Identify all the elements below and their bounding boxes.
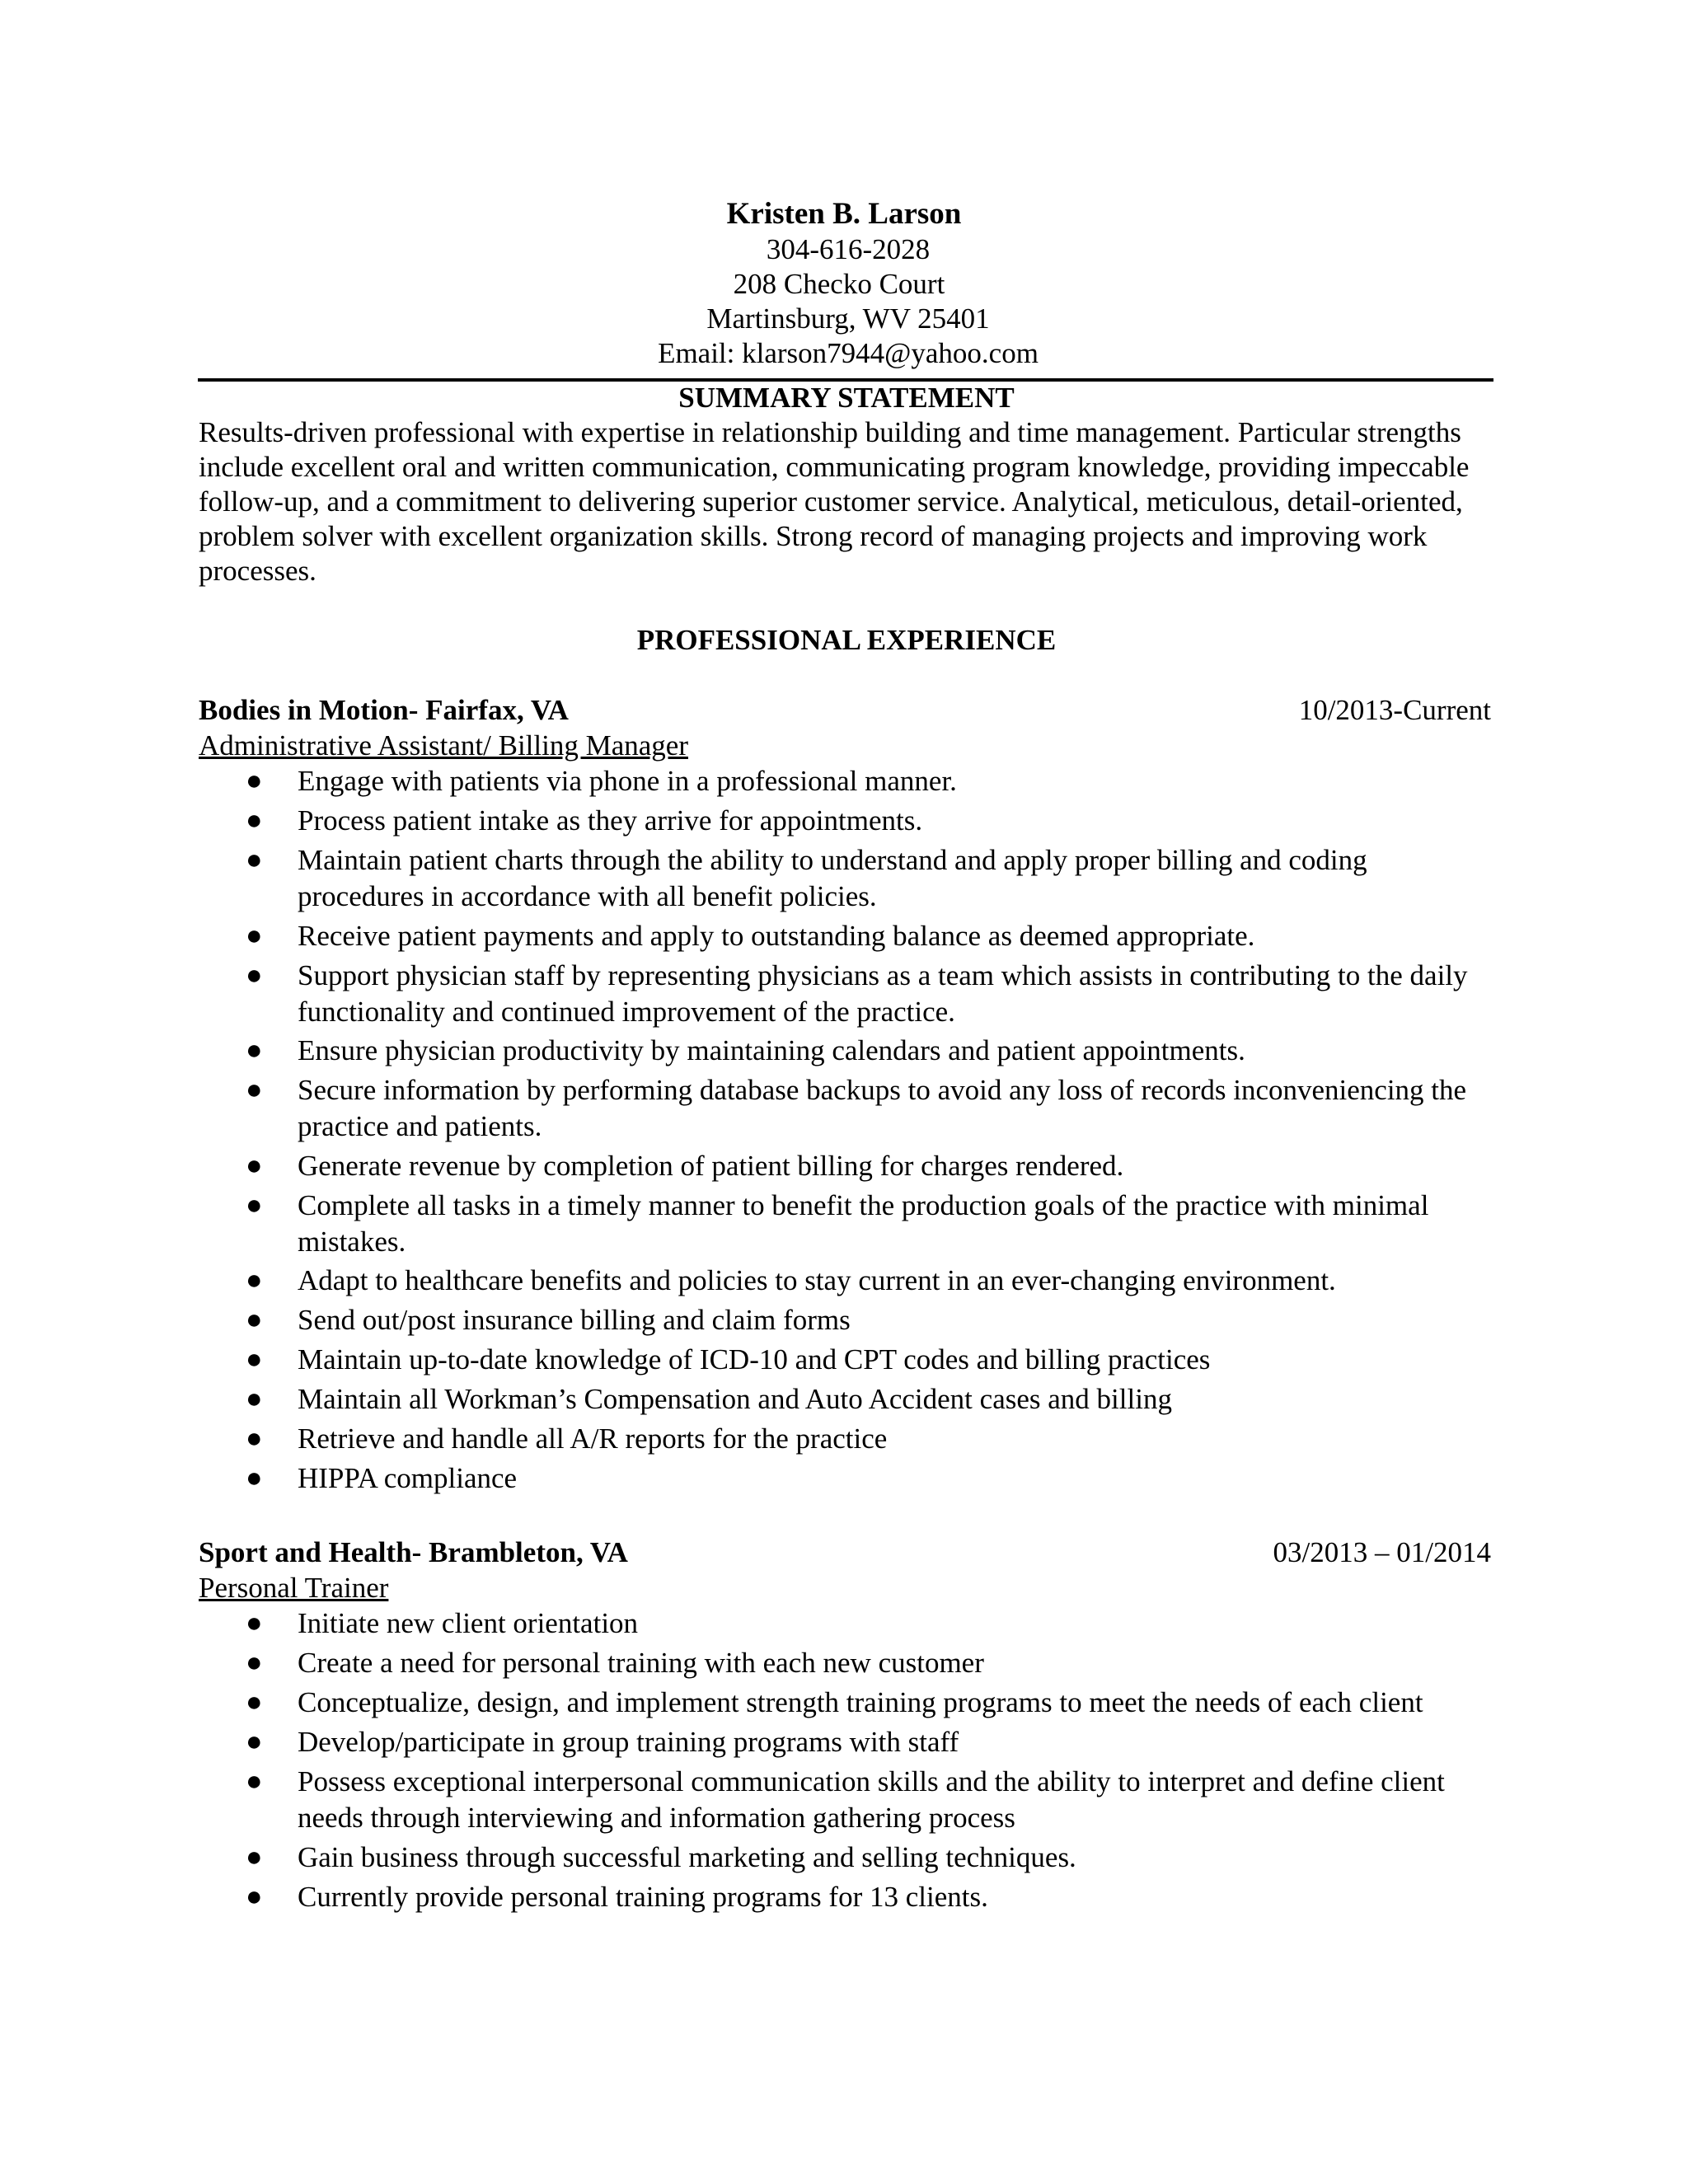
list-item: ● Complete all tasks in a timely manner to benefit the production goals of the practice with minimal mistakes.: [246, 1188, 1429, 1258]
phone-number: 304-616-2028: [766, 233, 931, 265]
list-item: ● Conceptualize, design, and implement strength training programs to meet the needs of each client: [199, 1685, 1494, 1722]
job-company: Sport and Health- Brambleton, VA: [199, 1536, 628, 1568]
list-item: ● Possess exceptional interpersonal communication skills and the ability to interpret and define client needs through interviewing and information gathering process: [246, 1765, 1445, 1834]
duty-list: [199, 763, 1494, 1497]
bullet-icon: ●: [246, 1766, 263, 1797]
city-state-zip: Martinsburg, WV 25401: [706, 302, 990, 335]
bullet-icon: ●: [246, 920, 263, 951]
bullet-icon: ●: [246, 1841, 263, 1872]
list-item: ● Engage with patients via phone in a professional manner.: [199, 763, 1494, 800]
bullet-icon: ●: [246, 1423, 263, 1454]
bullet-icon: ●: [246, 1687, 263, 1718]
list-item: ● Gain business through successful marketing and selling techniques.: [199, 1840, 1494, 1877]
bullet-icon: ●: [246, 1463, 263, 1493]
job-dates: 10/2013-Current: [1298, 694, 1491, 726]
bullet-icon: ●: [246, 1075, 263, 1105]
job-company: Bodies in Motion- Fairfax, VA: [199, 694, 569, 726]
resume-body: [199, 381, 1494, 1919]
bullet-icon: ●: [246, 1305, 263, 1335]
bullet-icon: ●: [246, 1881, 263, 1912]
email-address: Email: klarson7944@yahoo.com: [658, 337, 1039, 369]
list-item: ● Maintain all Workman’s Compensation and Auto Accident cases and billing: [199, 1381, 1494, 1418]
bullet-icon: ●: [246, 1727, 263, 1757]
street-address: 208 Checko Court: [733, 268, 945, 300]
list-item: ● HIPPA compliance: [199, 1460, 1494, 1497]
list-item: ● Support physician staff by representing physicians as a team which assists in contributing to the daily functionality and continued improvement of the practice.: [246, 958, 1468, 1028]
bullet-icon: ●: [246, 959, 263, 991]
job-position: Administrative Assistant/ Billing Manager: [199, 729, 688, 762]
bullet-icon: ●: [246, 1384, 263, 1414]
job-position: Personal Trainer: [199, 1572, 389, 1604]
job-dates: 03/2013 – 01/2014: [1273, 1536, 1491, 1568]
duty-list: [199, 1605, 1494, 1915]
list-item: ● Ensure physician productivity by maintaining calendars and patient appointments.: [199, 1033, 1494, 1070]
experience-heading: PROFESSIONAL EXPERIENCE: [636, 624, 1057, 656]
bullet-icon: ●: [246, 1189, 263, 1221]
bullet-icon: ●: [246, 1035, 263, 1066]
list-item: ● Maintain up-to-date knowledge of ICD-10 and CPT codes and billing practices: [199, 1342, 1494, 1379]
list-item: ● Currently provide personal training programs for 13 clients.: [199, 1879, 1494, 1916]
bullet-icon: ●: [246, 805, 263, 836]
bullet-icon: ●: [246, 766, 263, 796]
job-entry: [199, 1535, 1494, 1915]
list-item: ● Process patient intake as they arrive for appointments.: [199, 803, 1494, 840]
bullet-icon: ●: [246, 845, 263, 875]
contact-header: [0, 196, 1688, 371]
list-item: ● Generate revenue by completion of patient billing for charges rendered.: [199, 1148, 1494, 1185]
candidate-name: Kristen B. Larson: [726, 197, 962, 231]
list-item: ● Maintain patient charts through the ability to understand and apply proper billing and coding procedures in accordance with all benefit policies.: [246, 844, 1367, 912]
list-item: ● Initiate new client orientation: [199, 1605, 1494, 1643]
list-item: ● Receive patient payments and apply to outstanding balance as deemed appropriate.: [199, 918, 1494, 955]
bullet-icon: ●: [246, 1647, 263, 1678]
bullet-icon: ●: [246, 1344, 263, 1375]
list-item: ● Develop/participate in group training programs with staff: [199, 1724, 1494, 1761]
list-item: ● Retrieve and handle all A/R reports for the practice: [199, 1421, 1494, 1458]
bullet-icon: ●: [246, 1265, 263, 1296]
list-item: ● Create a need for personal training with each new customer: [199, 1645, 1494, 1682]
bullet-icon: ●: [246, 1150, 263, 1181]
list-item: ● Secure information by performing database backups to avoid any loss of records inconveniencing the practice and patients.: [246, 1074, 1467, 1142]
summary-heading: SUMMARY STATEMENT: [678, 382, 1015, 414]
summary-text: Results-driven professional with expertise in relationship building and time management. Particular strengths include excellent oral and written communication, communicating program knowledge, providing impeccable follow-up, and a commitment to delivering superior customer service. Analytical, meticulous, detail-oriented, problem solver with excellent organization skills. Strong record of managing projects and improving work processes.: [199, 416, 1470, 587]
job-entry: [199, 692, 1494, 1497]
list-item: ● Send out/post insurance billing and claim forms: [199, 1302, 1494, 1339]
list-item: ● Adapt to healthcare benefits and policies to stay current in an ever-changing environment.: [199, 1263, 1494, 1300]
bullet-icon: ●: [246, 1608, 263, 1638]
